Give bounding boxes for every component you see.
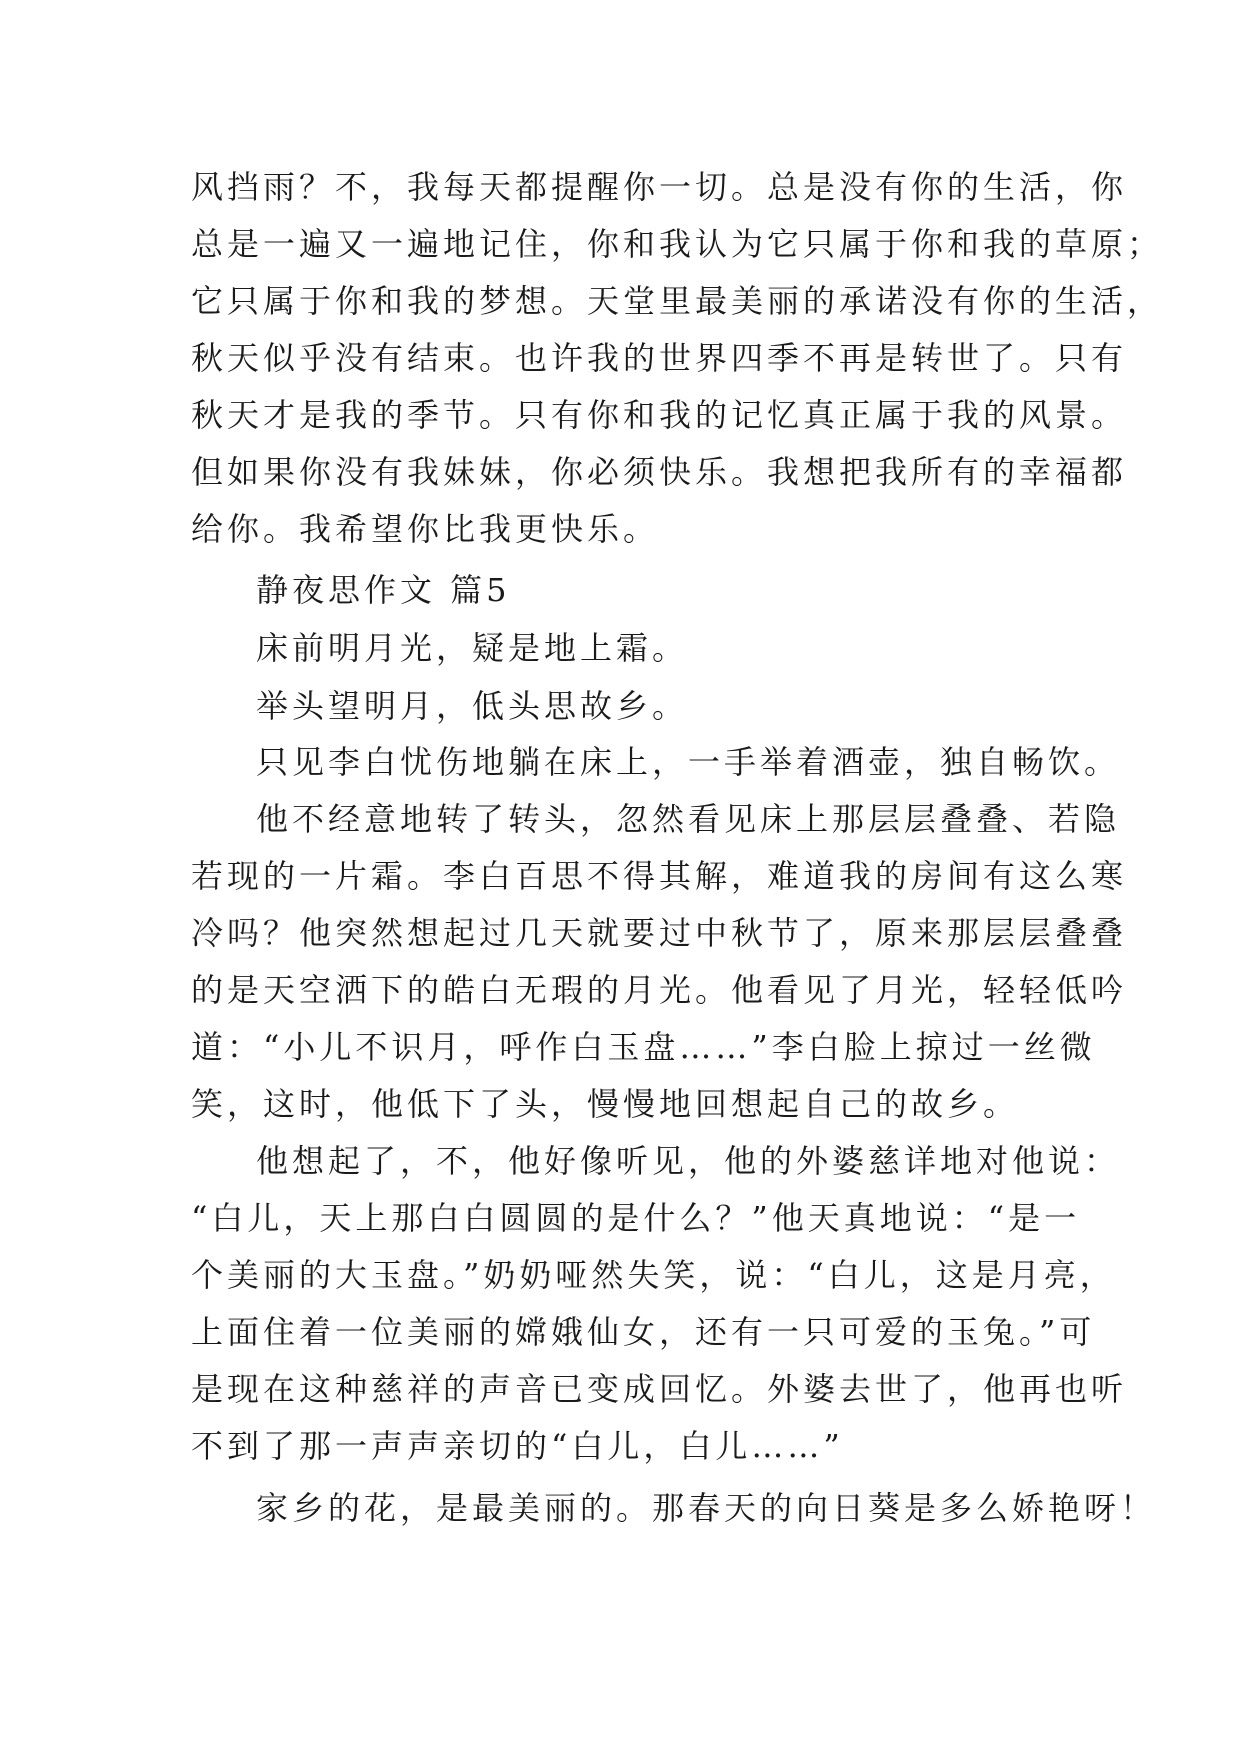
text-line: 个美丽的大玉盘。”奶奶哑然失笑，说：“白儿，这是月亮， xyxy=(191,1256,1116,1294)
poem-line: 举头望明月，低头思故乡。 xyxy=(256,687,689,725)
text-line: 是现在这种慈祥的声音已变成回忆。外婆去世了，他再也听 xyxy=(191,1370,1128,1408)
paragraph-first-line: 他不经意地转了转头，忽然看见床上那层层叠叠、若隐 xyxy=(256,800,1121,838)
text-line: 道：“小儿不识月，呼作白玉盘……”李白脸上掠过一丝微 xyxy=(191,1028,1096,1066)
paragraph-first-line: 他想起了，不，他好像听见，他的外婆慈详地对他说： xyxy=(256,1142,1121,1180)
text-line: 风挡雨？不，我每天都提醒你一切。总是没有你的生活，你 xyxy=(191,168,1128,206)
text-line: 但如果你没有我妹妹，你必须快乐。我想把我所有的幸福都 xyxy=(191,453,1128,491)
text-line: 总是一遍又一遍地记住，你和我认为它只属于你和我的草原； xyxy=(191,225,1164,263)
section-heading: 静夜思作文 篇5 xyxy=(256,571,511,609)
text-line: 笑，这时，他低下了头，慢慢地回想起自己的故乡。 xyxy=(191,1085,1020,1123)
text-line: 冷吗？他突然想起过几天就要过中秋节了，原来那层层叠叠 xyxy=(191,914,1128,952)
text-line: “白儿，天上那白白圆圆的是什么？”他天真地说：“是一 xyxy=(191,1199,1081,1237)
text-line: 若现的一片霜。李白百思不得其解，难道我的房间有这么寒 xyxy=(191,857,1128,895)
text-line: 的是天空洒下的皓白无瑕的月光。他看见了月光，轻轻低吟 xyxy=(191,971,1128,1009)
text-line: 它只属于你和我的梦想。天堂里最美丽的承诺没有你的生活， xyxy=(191,282,1164,320)
text-line: 不到了那一声声亲切的“白儿，白儿……” xyxy=(191,1427,844,1465)
poem-line: 床前明月光，疑是地上霜。 xyxy=(256,629,689,667)
text-line: 上面住着一位美丽的嫦娥仙女，还有一只可爱的玉兔。”可 xyxy=(191,1313,1096,1351)
text-line: 秋天才是我的季节。只有你和我的记忆真正属于我的风景。 xyxy=(191,396,1128,434)
text-line: 秋天似乎没有结束。也许我的世界四季不再是转世了。只有 xyxy=(191,339,1128,377)
paragraph-first-line: 家乡的花，是最美丽的。那春天的向日葵是多么娇艳呀！ xyxy=(256,1489,1157,1527)
text-line: 给你。我希望你比我更快乐。 xyxy=(191,510,660,548)
paragraph-first-line: 只见李白忧伤地躺在床上，一手举着酒壶，独自畅饮。 xyxy=(256,743,1121,781)
